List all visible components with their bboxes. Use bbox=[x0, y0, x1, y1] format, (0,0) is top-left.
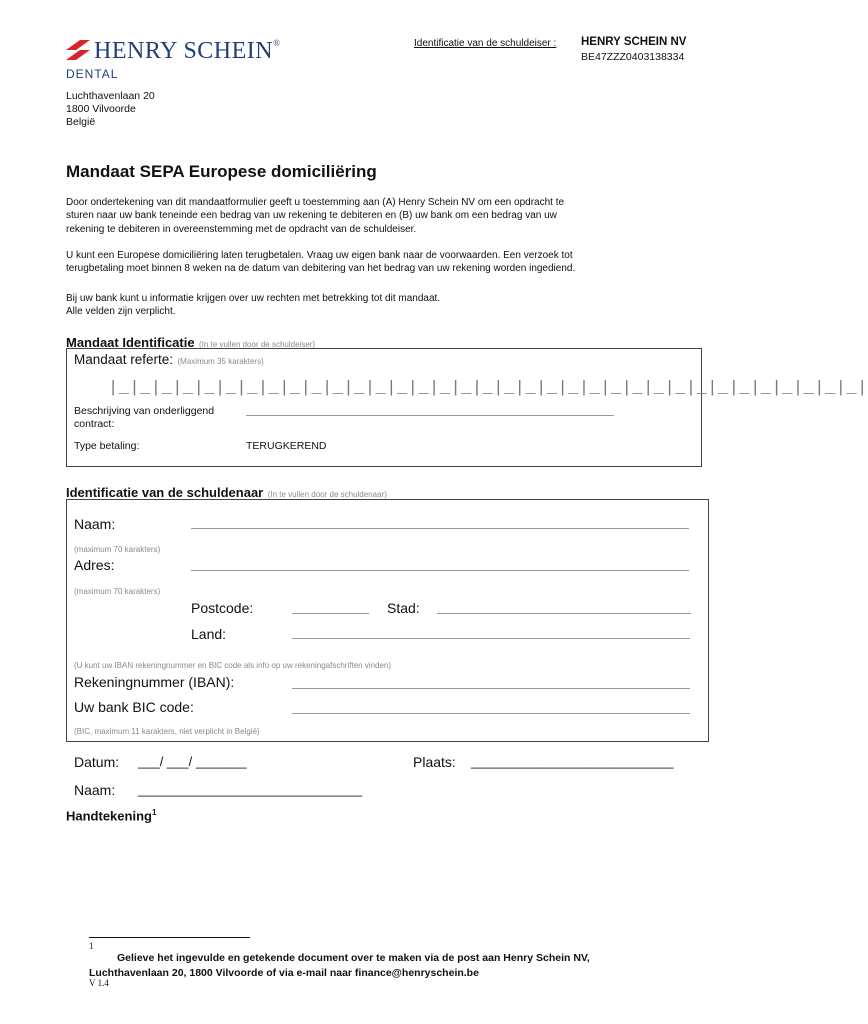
postcode-field[interactable] bbox=[292, 613, 369, 614]
footnote-number: 1 bbox=[89, 941, 94, 951]
mandate-ref-label: Mandaat referte: (Maximum 35 karakters) bbox=[74, 352, 264, 367]
signer-name-label: Naam: bbox=[74, 782, 116, 798]
creditor-id-label: Identificatie van de schuldeiser : bbox=[414, 38, 557, 49]
footnote-separator bbox=[89, 937, 250, 938]
creditor-id: BE47ZZZ0403138334 bbox=[581, 51, 685, 63]
logo-subtext: DENTAL bbox=[66, 67, 119, 81]
logo-text: HENRY SCHEIN® bbox=[94, 38, 281, 64]
debtor-heading: Identificatie van de schuldenaar (In te vullen door de schuldenaar) bbox=[66, 485, 387, 500]
bic-field[interactable] bbox=[292, 713, 690, 714]
mandate-ref-field[interactable]: |_|_|_|_|_|_|_|_|_|_|_|_|_|_|_|_|_|_|_|_|_|_|_|_|_|_|_|_|_|_|_|_|_|_|_| bbox=[108, 379, 868, 398]
refund-paragraph: U kunt een Europese domiciliëring laten terugbetalen. Vraag uw eigen bank naar de voorwaarden. Een verzoek tot terugbetaling moet binnen 8 weken na de datum van debitering van het bedrag van uw rekening worden ingediend. bbox=[66, 250, 576, 275]
postcode-label: Postcode: bbox=[191, 600, 254, 616]
signature-label: Handtekening$^1$ bbox=[66, 808, 157, 824]
bic-label: Uw bank BIC code: bbox=[74, 699, 194, 715]
footnote-text: Gelieve het ingevulde en getekende document over te maken via de post aan Henry Schein NV, Luchthavenlaan 20, 1800 Vilvoorde of via e-mail naar finance@henryschein.be bbox=[89, 952, 590, 979]
mandate-heading: Mandaat Identificatie (In te vullen door de schuldeiser) bbox=[66, 335, 316, 350]
logo-mark-icon bbox=[66, 40, 90, 60]
bic-hint: (BIC, maximum 11 karakters, niet verplicht in België) bbox=[74, 727, 260, 736]
rights-paragraph: Bij uw bank kunt u informatie krijgen over uw rechten met betrekking tot dit mandaat. Alle velden zijn verplicht. bbox=[66, 293, 441, 318]
signer-name-field[interactable]: _______________________________ bbox=[138, 782, 363, 797]
contract-field[interactable] bbox=[246, 415, 614, 416]
debtor-name-field[interactable] bbox=[191, 528, 689, 529]
debtor-name-label: Naam: bbox=[74, 516, 116, 532]
place-label: Plaats: bbox=[413, 754, 456, 770]
signature-area[interactable] bbox=[66, 826, 700, 926]
contract-label: Beschrijving van onderliggend contract: bbox=[74, 405, 215, 430]
date-label: Datum: bbox=[74, 754, 120, 770]
version-label: V 1.4 bbox=[89, 978, 109, 988]
city-label: Stad: bbox=[387, 600, 420, 616]
intro-paragraph: Door ondertekening van dit mandaatformulier geeft u toestemming aan (A) Henry Schein NV om een opdracht te sturen naar uw bank teneinde een bedrag van uw rekening te debiteren en (B) uw bank om een bedrag van uw rekening te debiteren in overeenstemming met de opdracht van de schuldeiser. bbox=[66, 197, 565, 235]
debtor-address-hint: (maximum 70 karakters) bbox=[74, 587, 161, 596]
place-field[interactable]: ____________________________ bbox=[471, 754, 674, 769]
date-field[interactable]: ___/ ___/ _______ bbox=[138, 754, 247, 769]
city-field[interactable] bbox=[437, 613, 691, 614]
creditor-name: HENRY SCHEIN NV bbox=[581, 36, 687, 48]
iban-field[interactable] bbox=[292, 688, 690, 689]
debtor-name-hint: (maximum 70 karakters) bbox=[74, 545, 161, 554]
payment-type-label: Type betaling: bbox=[74, 440, 140, 452]
payment-type-value: TERUGKEREND bbox=[246, 440, 327, 452]
company-address: Luchthavenlaan 20 1800 Vilvoorde België bbox=[66, 90, 155, 128]
country-label: Land: bbox=[191, 626, 227, 642]
page-title: Mandaat SEPA Europese domiciliëring bbox=[66, 162, 377, 181]
debtor-address-label: Adres: bbox=[74, 557, 115, 573]
iban-hint: (U kunt uw IBAN rekeningnummer en BIC code als info op uw rekeningafschriften vinden) bbox=[74, 661, 392, 670]
iban-label: Rekeningnummer (IBAN): bbox=[74, 674, 235, 690]
debtor-address-field[interactable] bbox=[191, 570, 689, 571]
country-field[interactable] bbox=[292, 638, 690, 639]
